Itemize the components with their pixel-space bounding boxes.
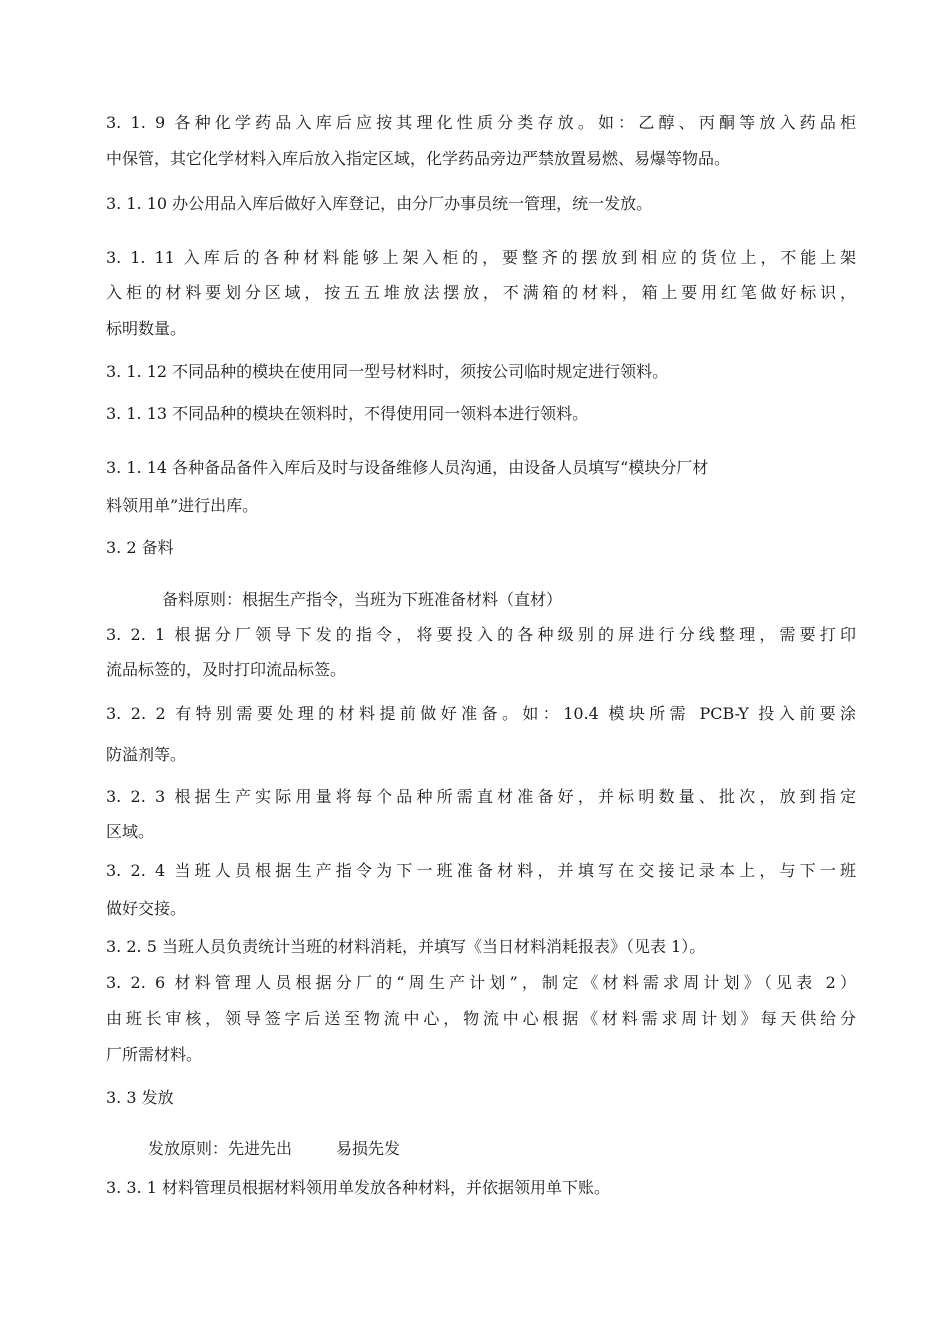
paragraph-3-2-1-line-2: 流品标签的，及时打印流品标签。 bbox=[106, 660, 347, 679]
paragraph-3-1-14-line-1: 3. 1. 14 各种备品备件入库后及时与设备维修人员沟通，由设备人员填写“模块分厂材 bbox=[106, 458, 709, 477]
paragraph-3-2-3-line-1: 3. 2. 3 根据生产实际用量将每个品种所需直材准备好，并标明数量、批次，放到指定 bbox=[106, 787, 856, 806]
section-heading-3-3: 3. 3 发放 bbox=[106, 1088, 174, 1107]
paragraph-3-2-1-line-1: 3. 2. 1 根据分厂领导下发的指令，将要投入的各种级别的屏进行分线整理，需要打印 bbox=[106, 625, 856, 644]
paragraph-3-1-9-line-1: 3. 1. 9 各种化学药品入库后应按其理化性质分类存放。如：乙醇、丙酮等放入药品柜 bbox=[106, 113, 856, 132]
principle-3-3-label: 发放原则：先进先出 bbox=[148, 1139, 293, 1158]
paragraph-3-2-6-line-1: 3. 2. 6 材料管理人员根据分厂的“周生产计划”，制定《材料需求周计划》（见表 2） bbox=[106, 973, 856, 992]
paragraph-3-1-12: 3. 1. 12 不同品种的模块在使用同一型号材料时，须按公司临时规定进行领料。 bbox=[106, 362, 669, 381]
paragraph-3-2-6-line-3: 厂所需材料。 bbox=[106, 1045, 203, 1064]
paragraph-3-1-11-line-1: 3. 1. 11 入库后的各种材料能够上架入柜的，要整齐的摆放到相应的货位上，不能上架 bbox=[106, 248, 856, 267]
paragraph-3-1-13: 3. 1. 13 不同品种的模块在领料时，不得使用同一领料本进行领料。 bbox=[106, 404, 589, 423]
paragraph-3-1-11-line-2: 入柜的材料要划分区域，按五五堆放法摆放，不满箱的材料，箱上要用红笔做好标识， bbox=[106, 283, 856, 302]
paragraph-3-1-11-line-3: 标明数量。 bbox=[106, 319, 187, 338]
paragraph-3-3-1: 3. 3. 1 材料管理员根据材料领用单发放各种材料，并依据领用单下账。 bbox=[106, 1178, 610, 1197]
paragraph-3-2-6-line-2: 由班长审核，领导签字后送至物流中心，物流中心根据《材料需求周计划》每天供给分 bbox=[106, 1009, 856, 1028]
paragraph-3-1-10: 3. 1. 10 办公用品入库后做好入库登记，由分厂办事员统一管理，统一发放。 bbox=[106, 194, 653, 213]
paragraph-3-1-14-line-2: 料领用单”进行出库。 bbox=[106, 496, 259, 515]
principle-3-3-extra: 易损先发 bbox=[336, 1139, 401, 1158]
paragraph-3-2-4-line-1: 3. 2. 4 当班人员根据生产指令为下一班准备材料，并填写在交接记录本上，与下一班 bbox=[106, 861, 856, 880]
paragraph-3-2-2-line-2: 防溢剂等。 bbox=[106, 745, 187, 764]
paragraph-3-1-9-line-2: 中保管，其它化学材料入库后放入指定区域，化学药品旁边严禁放置易燃、易爆等物品。 bbox=[106, 149, 731, 168]
principle-3-2: 备料原则：根据生产指令，当班为下班准备材料（直材） bbox=[162, 590, 563, 609]
principle-3-3 bbox=[148, 1139, 898, 1159]
paragraph-3-2-2-line-1: 3. 2. 2 有特别需要处理的材料提前做好准备。如：10.4 模块所需 PCB-Y 投入前要涂 bbox=[106, 704, 856, 723]
section-heading-3-2: 3. 2 备料 bbox=[106, 538, 174, 557]
paragraph-3-2-3-line-2: 区域。 bbox=[106, 822, 155, 841]
paragraph-3-2-5: 3. 2. 5 当班人员负责统计当班的材料消耗，并填写《当日材料消耗报表》（见表 1）。 bbox=[106, 937, 706, 956]
paragraph-3-2-4-line-2: 做好交接。 bbox=[106, 899, 187, 918]
